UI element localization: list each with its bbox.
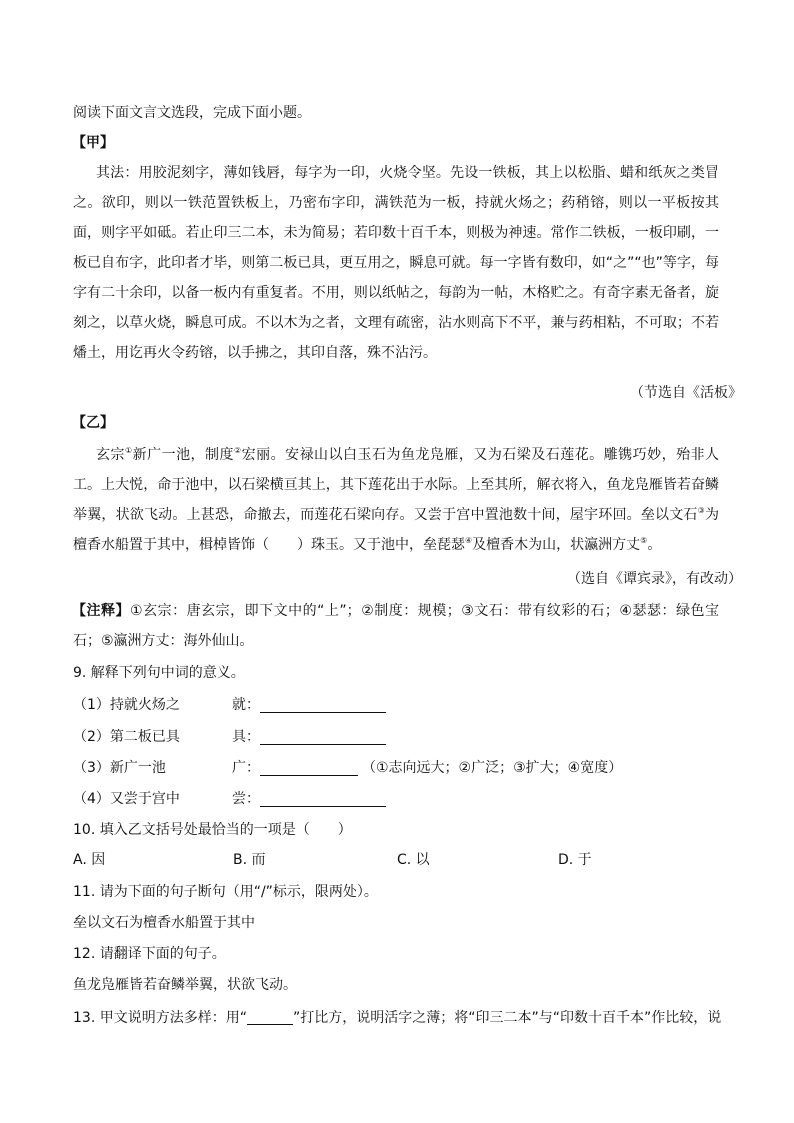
note-ref: ③	[697, 506, 706, 515]
note-ref: ①	[124, 446, 133, 455]
jia-source: （节选自《活板》	[630, 385, 742, 401]
answer-blank[interactable]	[260, 760, 358, 776]
note-ref: ⑤	[640, 536, 648, 545]
item-options: （①志向远大；②广泛；③扩大；④宽度）	[362, 760, 623, 776]
jia-paragraph-line: 字有二十余印，以备一板内有重复者。不用，则以纸帖之，每韵为一帖，木格贮之。有奇字素无备者，旋	[73, 285, 719, 301]
yi-paragraph-line: 玄宗①新广一池，制度②宏丽。安禄山以白玉石为鱼龙凫雁，又为石梁及石莲花。雕镌巧妙，殆非人	[96, 446, 720, 463]
jia-paragraph-line: 其法：用胶泥刻字，薄如钱唇，每字为一印，火烧令坚。先设一铁板，其上以松脂、蜡和纸灰之类冒	[96, 165, 719, 181]
answer-blank[interactable]	[260, 729, 386, 745]
question-10-stem: 10. 填入乙文括号处最恰当的一项是（ ）	[73, 822, 352, 838]
jia-label: 【甲】	[72, 135, 114, 151]
item-phrase: （1）持就火炀之	[73, 697, 180, 713]
jia-paragraph-line: 燔土，用讫再火令药镕，以手拂之，其印自落，殊不沾污。	[73, 345, 437, 361]
question-12-stem: 12. 请翻译下面的句子。	[73, 946, 226, 962]
jia-paragraph-line: 板已自布字，此印者才毕，则第二板已具，更互用之，瞬息可就。每一字皆有数印，如“之”“也”等字，每	[73, 255, 719, 271]
note-ref: ④	[465, 536, 473, 545]
question-11-sentence: 垒以文石为檀香水船置于其中	[73, 915, 255, 931]
option-d[interactable]: D. 于	[558, 852, 592, 868]
note-ref: ②	[234, 446, 242, 455]
item-phrase: （2）第二板已具	[73, 729, 180, 745]
jia-paragraph-line: 之。欲印，则以一铁范置铁板上，乃密布字印，满铁范为一板，持就火炀之；药稍镕，则以一平板按其	[73, 195, 719, 211]
answer-blank[interactable]	[260, 697, 386, 713]
yi-source: （选自《谭宾录》，有改动）	[567, 571, 742, 587]
notes-line: 石；⑤瀛洲方丈：海外仙山。	[73, 633, 254, 649]
jia-paragraph-line: 面，则字平如砥。若止印三二本，未为简易；若印数十百千本，则极为神速。常作二铁板，一板印刷，一	[73, 225, 719, 241]
option-c[interactable]: C. 以	[397, 852, 430, 868]
notes-label: 【注释】	[72, 603, 131, 619]
answer-blank[interactable]	[247, 1009, 293, 1025]
yi-paragraph-line: 举翼，状欲飞动。上甚恐，命撤去，而莲花石梁向存。又尝于宫中置池数十间，屋宇环回。垒以文石③为	[73, 506, 720, 523]
yi-paragraph-line: 檀香水船置于其中，楫棹皆饰（ ）珠玉。又于池中，垒琵瑟④及檀香木为山，状瀛洲方丈⑤。	[73, 536, 662, 553]
item-word: 具：	[232, 729, 260, 745]
item-phrase: （3）新广一池	[73, 760, 166, 776]
item-phrase: （4）又尝于宫中	[73, 791, 180, 807]
question-11-stem: 11. 请为下面的句子断句（用“/”标示，限两处）。	[73, 884, 378, 900]
intro-instruction: 阅读下面文言文选段，完成下面小题。	[73, 105, 311, 121]
jia-paragraph-line: 刻之，以草火烧，瞬息可成。不以木为之者，文理有疏密，沾水则高下不平，兼与药相粘，不可取；不若	[73, 315, 719, 331]
option-a[interactable]: A. 因	[73, 852, 106, 868]
yi-label: 【乙】	[72, 415, 114, 431]
item-word: 广：	[232, 760, 260, 776]
yi-paragraph-line: 工。上大悦，命于池中，以石梁横亘其上，其下莲花出于水际。上至其所，解衣将入，鱼龙凫雁皆若奋鳞	[73, 477, 719, 493]
question-13-stem: 13. 甲文说明方法多样：用“ ”打比方，说明活字之薄；将“印三二本”与“印数十百千本”作比较，说	[73, 1010, 722, 1026]
question-9-stem: 9. 解释下列句中词的意义。	[73, 665, 245, 681]
notes-line: 【注释】①玄宗：唐玄宗，即下文中的“上”；②制度：规模；③文石：带有纹彩的石；④瑟瑟：绿色宝	[72, 603, 719, 619]
item-word: 就：	[232, 697, 260, 713]
item-word: 尝：	[232, 791, 260, 807]
question-12-sentence: 鱼龙凫雁皆若奋鳞举翼，状欲飞动。	[73, 977, 297, 993]
answer-blank[interactable]	[260, 791, 386, 807]
option-b[interactable]: B. 而	[233, 852, 266, 868]
